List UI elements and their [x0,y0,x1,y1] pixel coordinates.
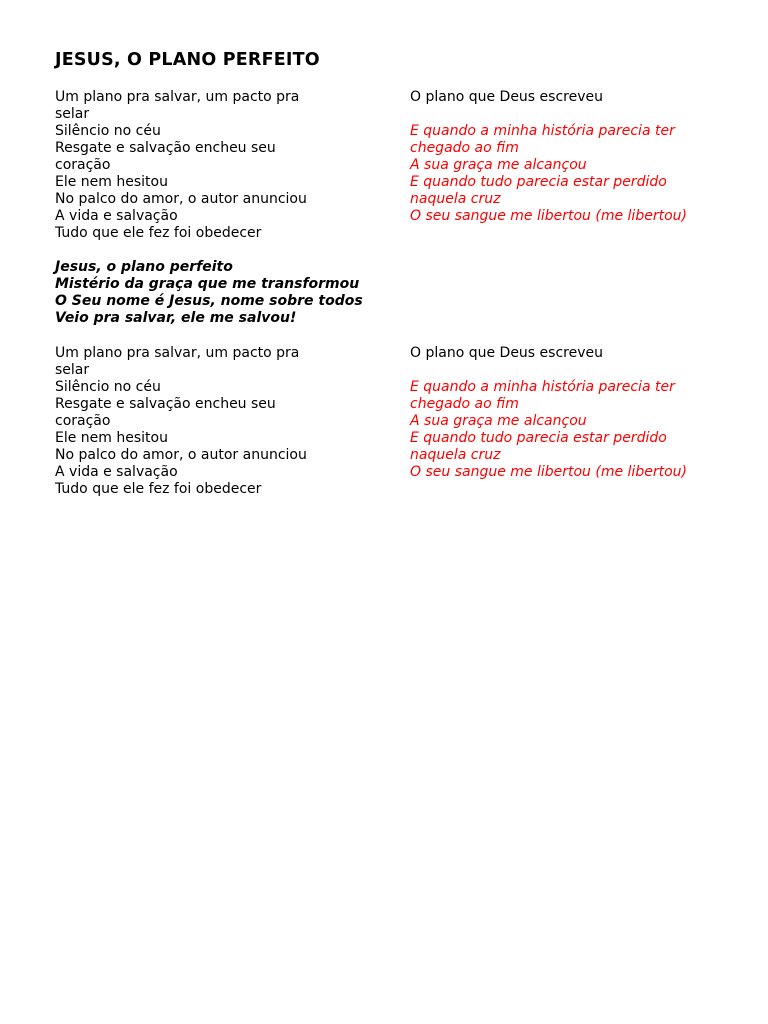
lyric-line: A vida e salvação [55,208,178,224]
highlighted-lyric-line: O seu sangue me libertou (me libertou) [410,208,687,224]
lyric-line: No palco do amor, o autor anunciou [55,191,307,207]
lyric-line: coração [55,413,111,429]
highlighted-lyric-line: E quando tudo parecia estar perdido [410,430,667,446]
lyric-line: coração [55,157,111,173]
lyric-line: Tudo que ele fez foi obedecer [55,481,262,497]
verse1-right-column [410,89,750,225]
lyric-line: Silêncio no céu [55,123,161,139]
lyric-line: Silêncio no céu [55,379,161,395]
highlighted-lyric-line: naquela cruz [410,447,501,463]
highlighted-lyric-line: E quando tudo parecia estar perdido [410,174,667,190]
highlighted-lyric-line: E quando a minha história parecia ter [410,379,675,395]
chorus-line: Jesus, o plano perfeito [55,259,233,275]
spacer [410,106,750,123]
highlighted-lyric-line: A sua graça me alcançou [410,413,587,429]
lyric-line: O plano que Deus escreveu [410,345,603,361]
lyric-line: Um plano pra salvar, um pacto pra [55,345,300,361]
verse1-left-column [55,89,355,242]
spacer [410,362,750,379]
chorus-line: Mistério da graça que me transformou [55,276,360,292]
chorus-line: O Seu nome é Jesus, nome sobre todos [55,293,363,309]
lyric-line: A vida e salvação [55,464,178,480]
lyric-line: Um plano pra salvar, um pacto pra [55,89,300,105]
highlighted-lyric-line: naquela cruz [410,191,501,207]
lyric-line: Resgate e salvação encheu seu [55,140,276,156]
lyric-line: O plano que Deus escreveu [410,89,603,105]
chorus-line: Veio pra salvar, ele me salvou! [55,310,297,326]
verse2-right-column [410,345,750,481]
highlighted-lyric-line: E quando a minha história parecia ter [410,123,675,139]
lyric-line: Ele nem hesitou [55,174,168,190]
lyric-line: Ele nem hesitou [55,430,168,446]
highlighted-lyric-line: O seu sangue me libertou (me libertou) [410,464,687,480]
verse2-left-column [55,345,355,498]
song-title: JESUS, O PLANO PERFEITO [55,50,320,70]
lyric-line: selar [55,362,90,378]
lyric-line: selar [55,106,90,122]
lyric-line: Tudo que ele fez foi obedecer [55,225,262,241]
highlighted-lyric-line: chegado ao fim [410,396,519,412]
highlighted-lyric-line: chegado ao fim [410,140,519,156]
highlighted-lyric-line: A sua graça me alcançou [410,157,587,173]
chorus-block [55,259,415,327]
lyric-line: No palco do amor, o autor anunciou [55,447,307,463]
lyric-line: Resgate e salvação encheu seu [55,396,276,412]
